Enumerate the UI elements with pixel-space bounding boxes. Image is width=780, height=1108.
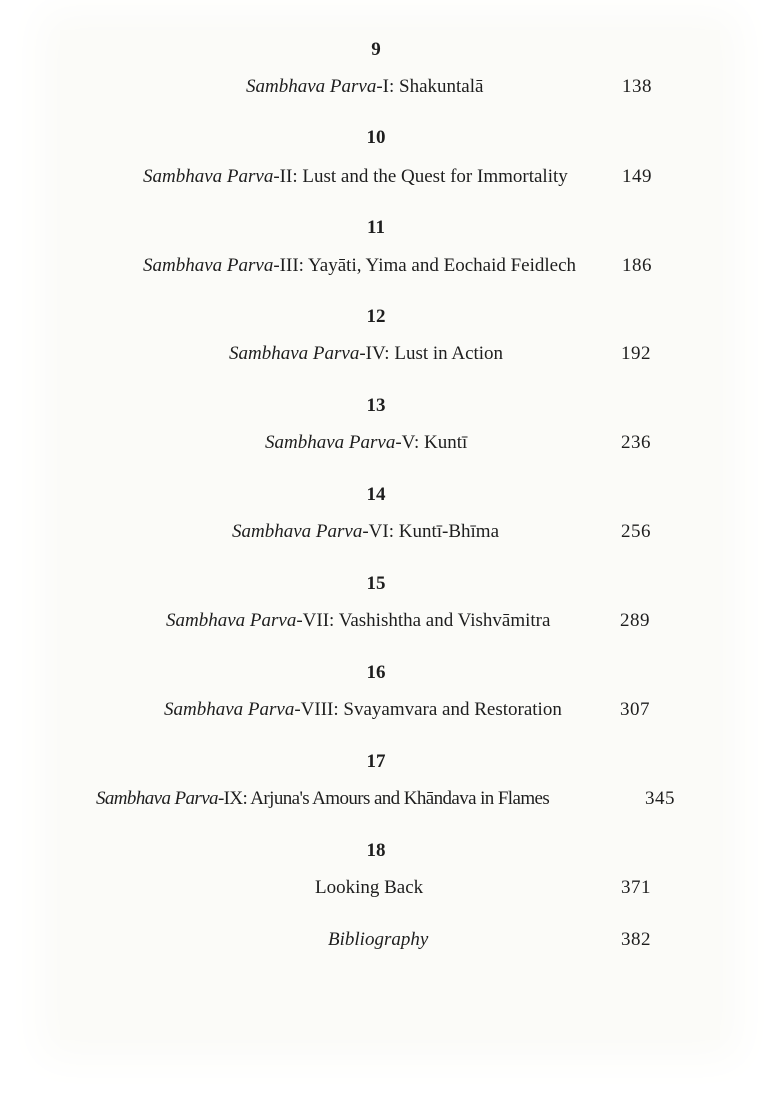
- page-number: 236: [621, 432, 651, 453]
- toc-entry[interactable]: [166, 609, 550, 633]
- chapter-number: 14: [366, 484, 386, 505]
- entry-title: VI: Kuntī-Bhīma: [368, 521, 500, 542]
- toc-entry[interactable]: [96, 787, 549, 811]
- toc-entry[interactable]: [265, 431, 467, 455]
- toc-entry[interactable]: [229, 342, 503, 366]
- entry-title: I: Shakuntalā: [382, 76, 484, 97]
- chapter-number: 9: [371, 39, 381, 60]
- page-number: 149: [622, 166, 652, 187]
- page-number: 289: [620, 610, 650, 631]
- entry-title: III: Yayāti, Yima and Eochaid Feidlech: [279, 255, 577, 276]
- chapter-number: 11: [367, 217, 385, 238]
- chapter-number: 16: [366, 662, 386, 683]
- page-number: 192: [621, 343, 651, 364]
- entry-title: V: Kuntī: [401, 432, 468, 453]
- entry-prefix: Sambhava Parva-: [232, 521, 369, 542]
- toc-entry[interactable]: [143, 165, 568, 189]
- entry-title: II: Lust and the Quest for Immortality: [279, 166, 568, 187]
- chapter-number: 17: [366, 751, 386, 772]
- entry-title: VII: Vashishtha and Vishvāmitra: [302, 610, 551, 631]
- chapter-number: 18: [366, 840, 386, 861]
- entry-title: Looking Back: [315, 877, 424, 898]
- entry-title: Bibliography: [328, 929, 429, 950]
- entry-prefix: Sambhava Parva-: [143, 255, 280, 276]
- entry-prefix: Sambhava Parva-: [143, 166, 280, 187]
- entry-title: IV: Lust in Action: [365, 343, 504, 364]
- entry-prefix: Sambhava Parva-: [164, 699, 301, 720]
- toc-entry[interactable]: [315, 876, 423, 900]
- chapter-number: 10: [366, 127, 386, 148]
- entry-prefix: Sambhava Parva-: [166, 610, 303, 631]
- page-number: 256: [621, 521, 651, 542]
- toc-entry[interactable]: [232, 520, 499, 544]
- page-number: 371: [621, 877, 651, 898]
- page-number: 186: [622, 255, 652, 276]
- chapter-number: 15: [366, 573, 386, 594]
- toc-entry[interactable]: [246, 75, 483, 99]
- toc-entry[interactable]: [164, 698, 562, 722]
- chapter-number: 13: [366, 395, 386, 416]
- entry-prefix: Sambhava Parva-: [246, 76, 383, 97]
- entry-prefix: Sambhava Parva-: [265, 432, 402, 453]
- entry-title: IX: Arjuna's Amours and Khāndava in Flames: [223, 788, 550, 809]
- chapter-number: 12: [366, 306, 386, 327]
- page-number: 382: [621, 929, 651, 950]
- page-number: 345: [645, 788, 675, 809]
- toc-entry-bibliography[interactable]: [328, 928, 428, 952]
- toc-entry[interactable]: [143, 254, 576, 278]
- page-number: 138: [622, 76, 652, 97]
- entry-prefix: Sambhava Parva-: [229, 343, 366, 364]
- entry-prefix: Sambhava Parva-: [96, 788, 224, 809]
- page-number: 307: [620, 699, 650, 720]
- entry-title: VIII: Svayamvara and Restoration: [300, 699, 562, 720]
